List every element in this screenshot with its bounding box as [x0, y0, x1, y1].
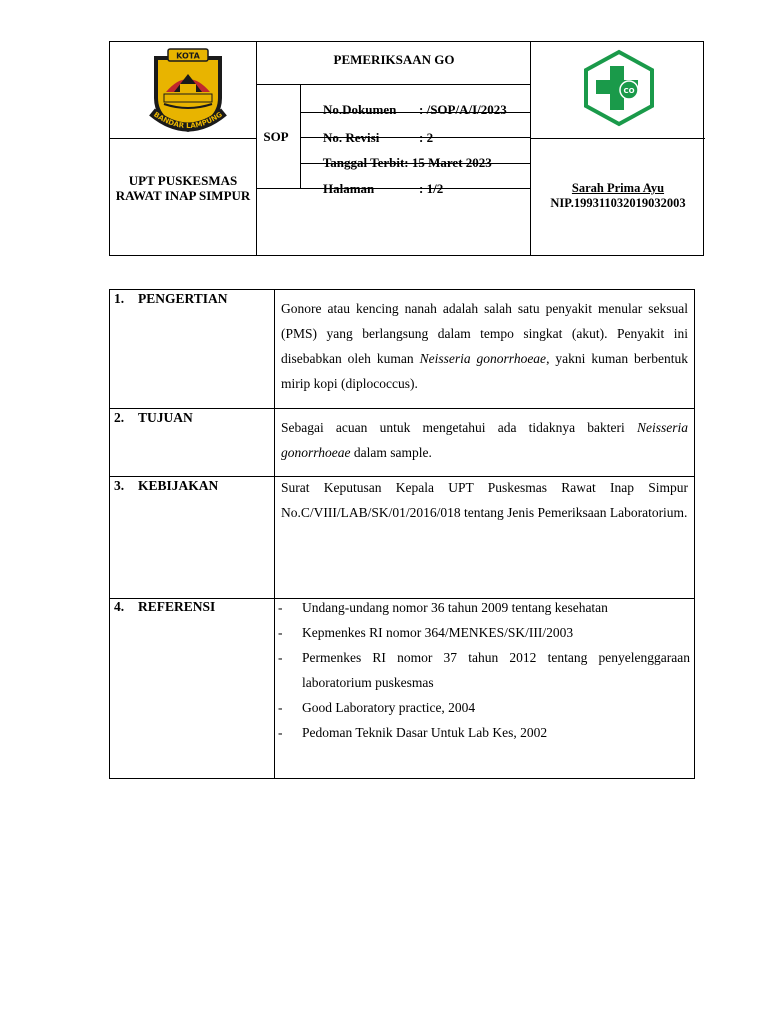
- section-heading-tujuan: [114, 410, 193, 426]
- reference-text: Good Laboratory practice, 2004: [302, 700, 476, 715]
- section-title: TUJUAN: [138, 410, 193, 425]
- header-divider: [530, 138, 705, 139]
- meta-key: No. Revisi: [323, 130, 380, 145]
- meta-key: Halaman: [323, 181, 375, 196]
- reference-text: Pedoman Teknik Dasar Untuk Lab Kes, 2002: [302, 725, 548, 740]
- sop-header-table: [109, 41, 704, 256]
- table-divider: [274, 290, 275, 778]
- header-divider: [300, 84, 301, 188]
- section-title: KEBIJAKAN: [138, 478, 219, 493]
- section-title: REFERENSI: [138, 599, 216, 614]
- sop-content-table: [109, 289, 695, 779]
- header-divider: [110, 138, 256, 139]
- table-divider: [110, 408, 694, 409]
- meta-value: : 1/2: [419, 181, 444, 196]
- body-italic-text: Neisseria gonorrhoeae: [419, 351, 547, 366]
- list-item: - Good Laboratory practice, 2004: [278, 700, 476, 715]
- signer-nip: NIP.199311032019032003: [550, 196, 686, 210]
- meta-value: : 15 Maret 2023: [404, 155, 492, 170]
- body-italic-text: Neisseria gonorrhoeae: [281, 420, 688, 460]
- section-number: 2.: [114, 410, 125, 425]
- organization-name: UPT PUSKESMAS RAWAT INAP SIMPUR: [115, 173, 251, 203]
- reference-list: [278, 595, 690, 745]
- section-number: 1.: [114, 291, 125, 306]
- section-number: 4.: [114, 599, 125, 614]
- header-divider: [530, 42, 531, 255]
- section-heading-referensi: [114, 599, 215, 615]
- section-heading-pengertian: [114, 291, 228, 307]
- body-text: , yakni kuman berbentuk mirip kopi (diplococcus).: [281, 351, 689, 391]
- reference-text: Kepmenkes RI nomor 364/MENKES/SK/III/2003: [302, 625, 574, 640]
- signer-name: Sarah Prima Ayu: [571, 181, 665, 195]
- meta-row-page: [310, 165, 443, 213]
- header-divider: [256, 42, 257, 255]
- body-text: Sebagai acuan untuk mengetahui ada tidaknya bakteri: [281, 420, 637, 435]
- list-item: - Permenkes RI nomor 37 tahun 2012 tentang penyelenggaraan laboratorium puskesmas: [278, 650, 690, 690]
- signer-block: [531, 181, 705, 211]
- list-item: - Undang-undang nomor 36 tahun 2009 tentang kesehatan: [278, 600, 608, 615]
- section-heading-kebijakan: [114, 478, 218, 494]
- header-divider: [256, 84, 530, 85]
- list-item: - Pedoman Teknik Dasar Untuk Lab Kes, 2002: [278, 725, 548, 740]
- section-body-pengertian: [281, 296, 688, 396]
- document-title: PEMERIKSAAN GO: [333, 52, 455, 67]
- sop-label: SOP: [263, 129, 289, 144]
- city-emblem-logo: [146, 46, 230, 134]
- section-title: PENGERTIAN: [138, 291, 228, 306]
- reference-text: Permenkes RI nomor 37 tahun 2012 tentang penyelenggaraan laboratorium puskesmas: [302, 650, 690, 690]
- meta-value: : /SOP/A/I/2023: [419, 102, 507, 117]
- section-number: 3.: [114, 478, 125, 493]
- svg-text:BANDAR LAMPUNG: BANDAR LAMPUNG: [152, 110, 224, 131]
- meta-key: No.Dokumen: [323, 102, 397, 117]
- section-body-kebijakan: Surat Keputusan Kepala UPT Puskesmas Rawat Inap Simpur No.C/VIII/LAB/SK/01/2016/018 tentang Jenis Pemeriksaan Laboratorium.: [281, 480, 688, 520]
- meta-value: : 2: [419, 130, 434, 145]
- body-text: dalam sample.: [350, 445, 432, 460]
- svg-text:CO: CO: [623, 87, 635, 95]
- body-text: Gonore atau kencing nanah adalah salah satu penyakit menular seksual (PMS) yang berlangsung dalam tempo singkat (akut). Penyakit ini disebabkan oleh kuman: [281, 301, 688, 366]
- meta-key: Tanggal Terbit: [322, 155, 405, 170]
- svg-text:KOTA: KOTA: [176, 51, 200, 61]
- puskesmas-logo: [580, 48, 658, 128]
- reference-text: Undang-undang nomor 36 tahun 2009 tentang kesehatan: [302, 600, 608, 615]
- section-body-tujuan: [281, 415, 688, 465]
- list-item: - Kepmenkes RI nomor 364/MENKES/SK/III/2003: [278, 625, 574, 640]
